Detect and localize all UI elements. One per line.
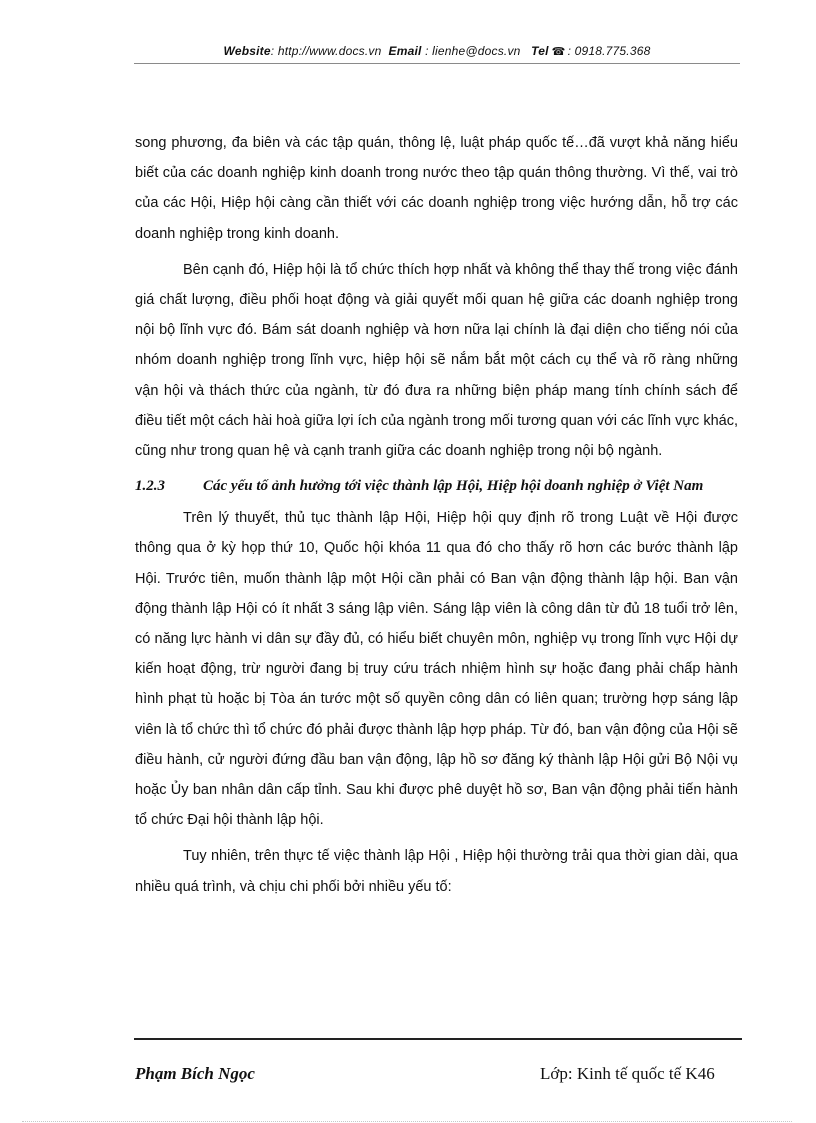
paragraph-1: song phương, đa biên và các tập quán, thông lệ, luật pháp quốc tế…đã vượt khả năng hiểu biết của các doanh nghiệp kinh doanh trong nước theo tập quán thông thường. Vì thế, vai trò của các Hội, Hiệp hội càng cần thiết với các doanh nghiệp trong việc hướng dẫn, hỗ trợ các doanh nghiệp trong kinh doanh. xyxy=(135,135,738,242)
paragraph-3: Trên lý thuyết, thủ tục thành lập Hội, Hiệp hội quy định rõ trong Luật về Hội được thông qua ở kỳ họp thứ 10, Quốc hội khóa 11 qua đó cho thấy rõ hơn các bước thành lập Hội. Trước tiên, muốn thành lập một Hội cần phải có Ban vận động thành lập hội. Ban vận động thành lập Hội có ít nhất 3 sáng lập viên. Sáng lập viên là công dân từ đủ 18 tuổi trở lên, có năng lực hành vi dân sự đầy đủ, có hiểu biết chuyên môn, nghiệp vụ trong lĩnh vực Hội dự kiến hoạt động, trừ người đang bị truy cứu trách nhiệm hình sự hoặc đang phải chấp hành hình phạt tù hoặc bị Tòa án tước một số quyền công dân có liên quan; trường hợp sáng lập viên là tổ chức thì tổ chức đó phải được thành lập hợp pháp. Từ đó, ban vận động của Hội sẽ điều hành, cử người đứng đầu ban vận động, lập hồ sơ đăng ký thành lập Hội gửi Bộ Nội vụ hoặc Ủy ban nhân dân cấp tỉnh. Sau khi được phê duyệt hồ sơ, Ban vận động phải tiến hành tổ chức Đại hội thành lập hội. xyxy=(135,510,738,829)
page-bottom-border xyxy=(22,1121,792,1122)
footer-author: Phạm Bích Ngọc xyxy=(135,1064,255,1083)
section-title: Các yếu tố ảnh hưởng tới việc thành lập Hội, Hiệp hội doanh nghiệp ở Việt Nam xyxy=(203,478,704,495)
telephone-icon: ☎ xyxy=(551,46,566,58)
paragraph-4: Tuy nhiên, trên thực tế việc thành lập Hội , Hiệp hội thường trải qua thời gian dài, qua nhiều quá trình, và chịu chi phối bởi nhiều yếu tố: xyxy=(135,848,738,895)
header-divider xyxy=(134,63,740,64)
footer-class: Lớp: Kinh tế quốc tế K46 xyxy=(540,1064,715,1083)
page-header xyxy=(134,44,740,58)
paragraph-2: Bên cạnh đó, Hiệp hội là tổ chức thích hợp nhất và không thể thay thế trong việc đánh giá chất lượng, điều phối hoạt động và giải quyết mối quan hệ giữa các doanh nghiệp trong nội bộ lĩnh vực đó. Bám sát doanh nghiệp và hơn nữa lại chính là đại diện cho tiếng nói của nhóm doanh nghiệp trong lĩnh vực, hiệp hội sẽ nắm bắt một cách cụ thể và rõ ràng những vận hội và thách thức của ngành, từ đó đưa ra những biện pháp mang tính chính sách để điều tiết một cách hài hoà giữa lợi ích của ngành trong mối tương quan với các lĩnh vực khác, cũng như trong quan hệ và cạnh tranh giữa các doanh nghiệp trong nội bộ ngành. xyxy=(135,261,738,460)
email-value: : lienhe@docs.vn xyxy=(425,44,521,58)
document-body xyxy=(135,128,738,902)
section-heading xyxy=(135,472,738,501)
footer-divider xyxy=(134,1038,742,1040)
section-number: 1.2.3 xyxy=(135,478,165,495)
tel-label: Tel xyxy=(531,44,549,58)
email-label: Email xyxy=(388,44,422,58)
tel-value: : 0918.775.368 xyxy=(567,44,651,58)
website-value: : http://www.docs.vn xyxy=(270,44,382,58)
website-label: Website xyxy=(223,44,271,58)
